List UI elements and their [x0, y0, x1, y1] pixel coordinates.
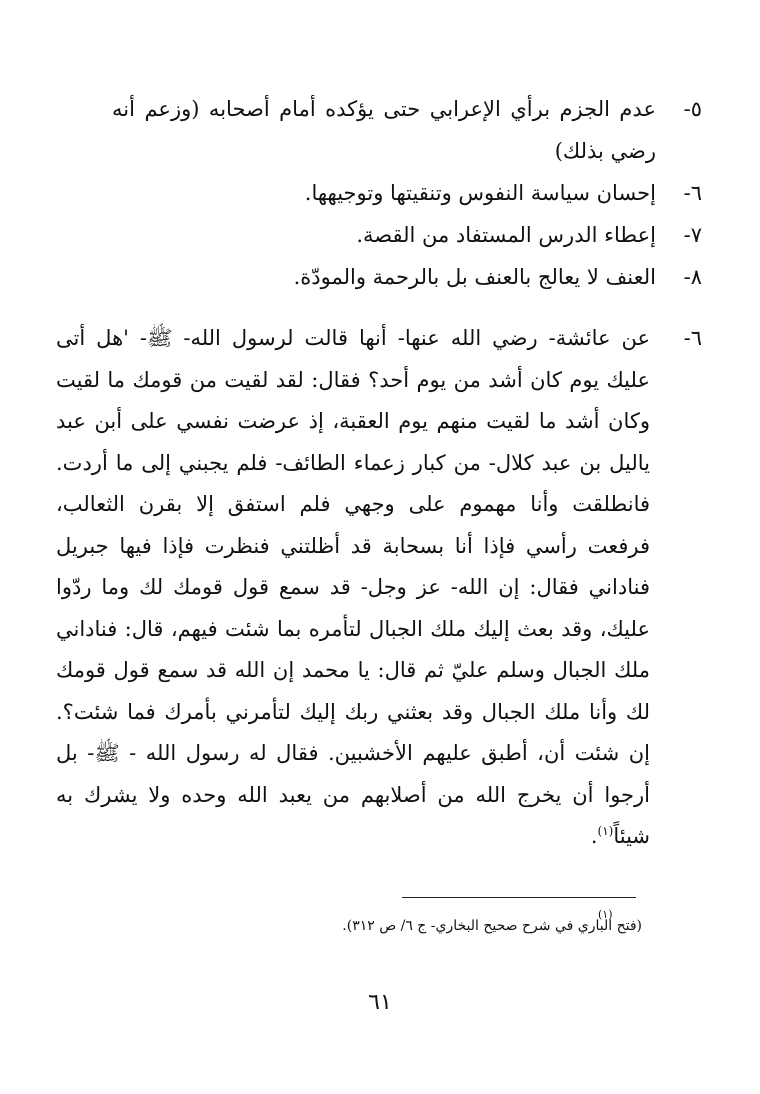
hadith-text-block: [56, 318, 650, 858]
footnote-marker: (١): [598, 908, 613, 921]
list-item: [112, 172, 702, 214]
page-number: ٦١: [368, 990, 392, 1015]
footnote: [102, 915, 642, 937]
list-item-text: عدم الجزم برأي الإعرابي حتى يؤكده أمام أصحابه (وزعم أنه رضي بذلك): [112, 97, 656, 163]
list-item-number: ٧-: [683, 223, 702, 247]
footnote-divider: [402, 897, 636, 898]
footnote-text: (فتح الباري في شرح صحيح البخاري- ج ٦/ ص ٣١٢).: [342, 918, 642, 934]
numbered-list: [112, 88, 702, 298]
hadith-end-punctuation: .: [590, 824, 598, 848]
list-item-text: إحسان سياسة النفوس وتنقيتها وتوجيهها.: [304, 181, 656, 205]
list-item-number: ٥-: [683, 97, 702, 121]
footnote-reference[interactable]: (١): [597, 824, 614, 838]
list-item-text: إعطاء الدرس المستفاد من القصة.: [356, 223, 656, 247]
list-item-number: ٨-: [683, 265, 702, 289]
list-item: [112, 256, 702, 298]
hadith-section: [56, 318, 702, 858]
list-item: [112, 214, 702, 256]
list-item-number: ٦-: [683, 181, 702, 205]
list-item-text: العنف لا يعالج بالعنف بل بالرحمة والمودّة.: [293, 265, 656, 289]
section-number: ٦-: [683, 326, 702, 350]
list-item: [112, 88, 702, 172]
hadith-text: عن عائشة- رضي الله عنها- أنها قالت لرسول الله- ﷺ- 'هل أتى عليك يوم كان أشد من يوم أحد؟ فقال: لقد لقيت من قومك ما لقيت وكان أشد ما لقيت منهم يوم العقبة، إذ عرضت نفسي على أبن عبد ياليل بن عبد كلال- من كبار زعماء الطائف- فلم يجبني إلى ما أردت. فانطلقت وأنا مهموم على وجهي فلم استفق إلا بقرن الثعالب، فرفعت رأسي فإذا أنا بسحابة قد أظلتني فنظرت فإذا فيها جبريل فناداني فقال: إن الله- عز وجل- قد سمع قول قومك لك وما ردّوا عليك، وقد بعث إليك ملك الجبال لتأمره بما شئت فيهم، قال: فناداني ملك الجبال وسلم عليّ ثم قال: يا محمد إن الله قد سمع قول قومك لك وأنا ملك الجبال وقد بعثني ربك إليك لتأمرني بأمرك فما شئت؟. إن شئت أن، أطبق عليهم الأخشبين. فقال له رسول الله - ﷺ- بل أرجوا أن يخرج الله من أصلابهم من يعبد الله وحده ولا يشرك به شيئاً: [56, 326, 650, 848]
